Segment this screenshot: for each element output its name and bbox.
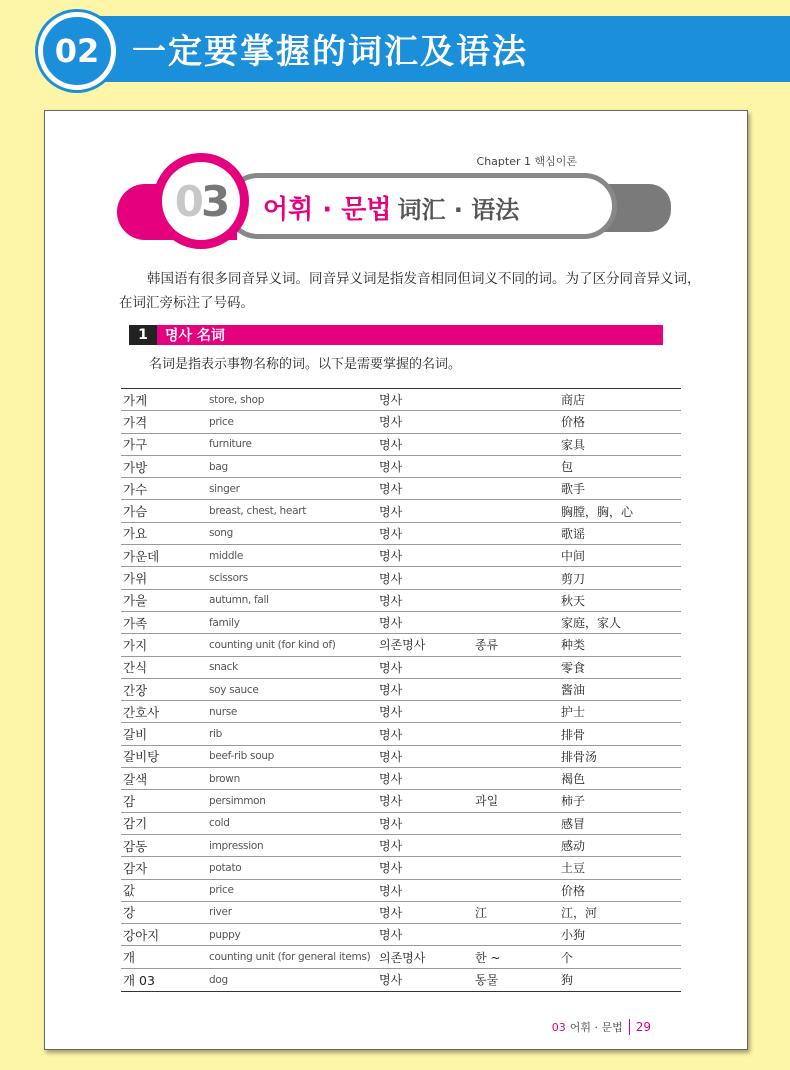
word-related: 江 — [475, 905, 488, 920]
table-row — [121, 723, 681, 745]
word-part-of-speech: 명사 — [379, 727, 403, 742]
word-korean: 가방 — [123, 459, 148, 475]
word-korean: 강아지 — [123, 927, 160, 943]
word-chinese: 江，河 — [561, 905, 598, 920]
section-title — [263, 189, 519, 226]
word-part-of-speech: 명사 — [379, 571, 403, 586]
table-row — [121, 657, 681, 679]
word-chinese: 价格 — [561, 415, 586, 430]
word-part-of-speech: 명사 — [379, 437, 403, 452]
word-part-of-speech: 명사 — [379, 482, 403, 497]
word-english: family — [209, 616, 240, 629]
footer-section-label: 어휘 · 문법 — [569, 1021, 623, 1034]
word-english: puppy — [209, 928, 241, 941]
word-korean: 갈색 — [123, 771, 148, 787]
word-english: breast, chest, heart — [209, 505, 307, 518]
table-row — [121, 612, 681, 634]
word-english: counting unit (for general items) — [209, 951, 371, 964]
word-korean: 강 — [123, 905, 136, 921]
word-part-of-speech: 명사 — [379, 816, 403, 831]
table-row — [121, 969, 681, 991]
word-chinese: 零食 — [561, 660, 586, 675]
table-row — [121, 523, 681, 545]
word-english: soy sauce — [209, 683, 259, 696]
word-korean: 가구 — [123, 437, 148, 453]
word-part-of-speech: 명사 — [379, 593, 403, 608]
word-korean: 감동 — [123, 838, 148, 854]
word-part-of-speech: 의존명사 — [379, 638, 426, 653]
subheading-bar — [129, 325, 663, 345]
table-row — [121, 880, 681, 902]
table-row — [121, 634, 681, 656]
table-row — [121, 434, 681, 456]
word-english: potato — [209, 861, 242, 874]
word-korean: 가위 — [123, 571, 148, 587]
table-row — [121, 411, 681, 433]
table-row — [121, 478, 681, 500]
section-number-zero: 0 — [174, 176, 201, 226]
word-korean: 가요 — [123, 526, 148, 542]
footer-divider — [629, 1019, 630, 1035]
table-row — [121, 790, 681, 812]
page-number: 29 — [635, 1020, 651, 1034]
vocab-table — [121, 388, 681, 992]
word-part-of-speech: 명사 — [379, 883, 403, 898]
word-english: river — [209, 906, 232, 919]
word-part-of-speech: 명사 — [379, 749, 403, 764]
word-korean: 간호사 — [123, 704, 160, 720]
word-chinese: 感冒 — [561, 816, 586, 831]
word-chinese: 排骨汤 — [561, 749, 598, 764]
subheading-label: 명사 名词 — [165, 328, 225, 344]
word-chinese: 家具 — [561, 437, 586, 452]
word-korean: 가지 — [123, 637, 148, 653]
table-row — [121, 768, 681, 790]
word-korean: 가격 — [123, 414, 148, 430]
word-part-of-speech: 명사 — [379, 460, 403, 475]
word-english: persimmon — [209, 794, 266, 807]
word-part-of-speech: 명사 — [379, 504, 403, 519]
word-korean: 감 — [123, 793, 136, 809]
table-row — [121, 456, 681, 478]
word-part-of-speech: 명사 — [379, 616, 403, 631]
word-part-of-speech: 명사 — [379, 526, 403, 541]
table-row — [121, 500, 681, 522]
word-chinese: 价格 — [561, 883, 586, 898]
word-english: rib — [209, 728, 222, 741]
section-number — [162, 162, 240, 240]
word-part-of-speech: 명사 — [379, 794, 403, 809]
table-row — [121, 389, 681, 411]
word-english: price — [209, 884, 234, 897]
intro-paragraph — [119, 267, 709, 315]
table-row — [121, 857, 681, 879]
banner-title: 一定要掌握的词汇及语法 — [132, 32, 528, 72]
table-row — [121, 679, 681, 701]
table-row — [121, 902, 681, 924]
table-row — [121, 813, 681, 835]
word-korean: 가슴 — [123, 504, 148, 520]
word-chinese: 小狗 — [561, 928, 586, 943]
word-part-of-speech: 명사 — [379, 772, 403, 787]
word-english: nurse — [209, 705, 238, 718]
word-english: snack — [209, 661, 238, 674]
word-part-of-speech: 명사 — [379, 861, 403, 876]
word-chinese: 护士 — [561, 705, 586, 720]
word-chinese: 土豆 — [561, 861, 586, 876]
section-number-digit: 3 — [201, 176, 228, 226]
section-title-cn: 词汇 · 语法 — [397, 196, 520, 224]
word-english: bag — [209, 460, 228, 473]
word-related: 종류 — [475, 638, 499, 653]
word-english: middle — [209, 549, 244, 562]
word-korean: 감기 — [123, 816, 148, 832]
word-chinese: 家庭，家人 — [561, 616, 622, 631]
word-part-of-speech: 명사 — [379, 393, 403, 408]
word-english: singer — [209, 482, 240, 495]
word-chinese: 胸膛，胸，心 — [561, 504, 634, 519]
subheading-number: 1 — [129, 325, 157, 345]
word-part-of-speech: 명사 — [379, 839, 403, 854]
word-english: autumn, fall — [209, 594, 269, 607]
word-part-of-speech: 명사 — [379, 683, 403, 697]
word-english: scissors — [209, 572, 248, 585]
word-korean: 가운데 — [123, 548, 160, 564]
word-chinese: 排骨 — [561, 727, 586, 742]
word-english: price — [209, 415, 234, 428]
word-korean: 가을 — [123, 593, 148, 609]
word-english: song — [209, 527, 234, 540]
word-related: 한 ~ — [475, 950, 501, 965]
table-row — [121, 590, 681, 612]
word-korean: 가게 — [123, 392, 148, 408]
word-english: brown — [209, 772, 240, 785]
word-chinese: 个 — [561, 950, 574, 965]
word-chinese: 剪刀 — [561, 571, 586, 586]
word-chinese: 种类 — [561, 638, 586, 653]
word-part-of-speech: 명사 — [379, 905, 403, 920]
word-english: dog — [209, 973, 228, 986]
word-part-of-speech: 의존명사 — [379, 950, 426, 965]
page-footer — [552, 1019, 651, 1035]
word-chinese: 中间 — [561, 549, 586, 564]
word-part-of-speech: 명사 — [379, 928, 403, 943]
word-part-of-speech: 명사 — [379, 660, 403, 675]
word-chinese: 商店 — [561, 393, 586, 408]
word-korean: 간장 — [123, 682, 148, 698]
word-chinese: 感动 — [561, 839, 586, 854]
word-part-of-speech: 명사 — [379, 973, 403, 988]
table-row — [121, 746, 681, 768]
table-row — [121, 567, 681, 589]
word-korean: 간식 — [123, 660, 148, 676]
word-korean: 감자 — [123, 860, 148, 876]
word-part-of-speech: 명사 — [379, 549, 403, 564]
word-chinese: 柿子 — [561, 794, 586, 809]
table-row — [121, 835, 681, 857]
table-row — [121, 545, 681, 567]
word-related: 동물 — [475, 973, 499, 988]
word-korean: 값 — [123, 883, 136, 899]
word-chinese: 褐色 — [561, 772, 586, 787]
chapter-label: Chapter 1 핵심이론 — [476, 155, 577, 168]
word-chinese: 狗 — [561, 973, 574, 988]
section-title-ko: 어휘 · 문법 — [263, 195, 392, 225]
word-related: 과일 — [475, 794, 499, 809]
subheading-description: 名词是指表示事物名称的词。以下是需要掌握的名词。 — [149, 357, 462, 372]
word-english: counting unit (for kind of) — [209, 638, 336, 651]
footer-section-number: 03 — [551, 1020, 566, 1034]
banner-number-badge: 02 — [38, 12, 116, 90]
table-row — [121, 924, 681, 946]
word-chinese: 秋天 — [561, 593, 586, 608]
table-row — [121, 701, 681, 723]
word-english: beef-rib soup — [209, 750, 275, 763]
word-chinese: 酱油 — [561, 683, 586, 697]
word-english: cold — [209, 817, 230, 830]
word-english: furniture — [209, 438, 252, 451]
word-english: store, shop — [209, 393, 265, 406]
book-page — [44, 110, 748, 1050]
word-korean: 갈비탕 — [123, 749, 160, 765]
word-english: impression — [209, 839, 264, 852]
table-row — [121, 946, 681, 968]
intro-text: 韩国语有很多同音异义词。同音异义词是指发音相同但词义不同的词。为了区分同音异义词，在词汇旁标注了号码。 — [119, 271, 701, 311]
word-korean: 갈비 — [123, 727, 148, 743]
word-korean: 가족 — [123, 615, 148, 631]
word-chinese: 歌谣 — [561, 526, 586, 541]
word-korean: 개 03 — [123, 972, 155, 988]
word-korean: 가수 — [123, 481, 148, 497]
word-chinese: 歌手 — [561, 482, 586, 497]
word-part-of-speech: 명사 — [379, 705, 403, 720]
word-korean: 개 — [123, 950, 136, 966]
word-part-of-speech: 명사 — [379, 415, 403, 430]
word-chinese: 包 — [561, 460, 574, 475]
